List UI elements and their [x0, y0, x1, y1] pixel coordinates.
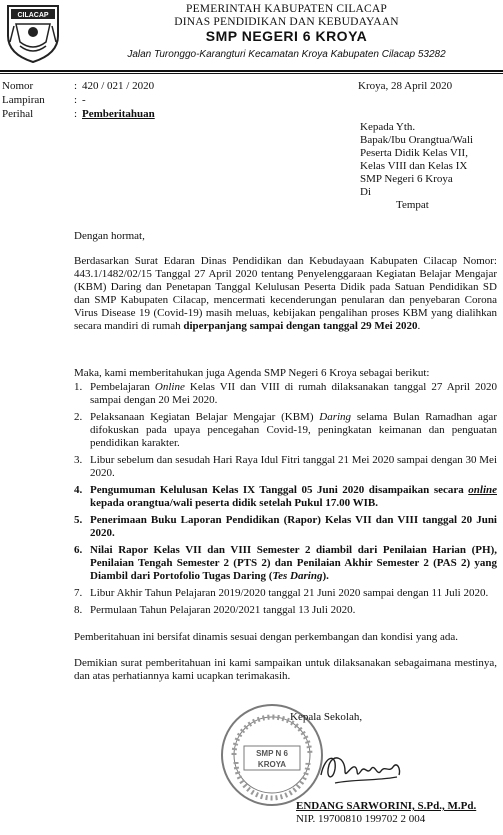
signatory-name: ENDANG SARWORINI, S.Pd., M.Pd.	[296, 800, 477, 812]
stamp-town-text: KROYA	[257, 760, 287, 769]
list-item: 5. Penerimaan Buku Laporan Pendidikan (Rapor) Kelas VII dan VIII tanggal 20 Juni 2020.	[74, 514, 497, 539]
attachment-colon: :	[74, 94, 78, 106]
handwritten-signature-icon	[315, 735, 405, 795]
list-item: 8. Permulaan Tahun Pelajaran 2020/2021 tanggal 13 Juli 2020.	[74, 604, 356, 616]
attachment-label: Lampiran	[2, 94, 45, 106]
list-item: 1. Pembelajaran Online Kelas VII dan VIII di rumah dilaksanakan tanggal 27 April 2020 sampai dengan 20 Mei 2020.	[74, 381, 497, 406]
place-date: Kroya, 28 April 2020	[358, 80, 453, 92]
number-colon: :	[74, 80, 78, 92]
cilacap-crest-icon	[2, 2, 64, 64]
recipient-line: Kepada Yth.	[360, 121, 416, 133]
list-item: 2. Pelaksanaan Kegiatan Belajar Mengajar (KBM) Daring selama Bulan Ramadhan agar difokuskan pada upaya pencegahan Covid-19, peningkatan keimanan dan penguatan pendidikan karakter.	[74, 411, 497, 449]
agenda-list	[74, 381, 497, 621]
intro-paragraph: Berdasarkan Surat Edaran Dinas Pendidikan dan Kebudayaan Kabupaten Cilacap Nomor: 443.1/1482/02/15 Tanggal 27 April 2020 tentang Penyelenggaraan Kegiatan Belajar Mengajar (KBM) Daring dan Penetapan Tanggal Kelulusan Peserta Didik pada Satuan Pendidikan SD dan SMP Kabupaten Cilacap, mencermati kecenderungan penularan dan penyebaran Corona Virus Disease 19 (Covid-19) masih meluas, kebijakan pengalihan proses KBM yang dialihkan secara mandiri di rumah diperpanjang sampai dengan tanggal 29 Mei 2020.	[74, 255, 497, 332]
letterhead-address: Jalan Turonggo-Karangturi Kecamatan Kroya Kabupaten Cilacap 53282	[127, 49, 446, 60]
stamp-school-text: SMP N 6	[256, 749, 288, 758]
subject-label: Perihal	[2, 108, 34, 120]
letterhead-government: PEMERINTAH KABUPATEN CILACAP	[185, 3, 388, 15]
list-item: 7. Libur Akhir Tahun Pelajaran 2019/2020 tanggal 21 Juni 2020 sampai dengan 11 Juli 2020.	[74, 587, 489, 599]
recipient-line: Peserta Didik Kelas VII,	[360, 147, 468, 159]
closing-paragraph: Demikian surat pemberitahuan ini kami sampaikan untuk dilaksanakan sebagaimana mestinya, dan atas perhatiannya kami ucapkan terimakasih.	[74, 657, 497, 682]
number-value: 420 / 021 / 2020	[82, 80, 155, 92]
list-item: 4. Pengumuman Kelulusan Kelas IX Tanggal 05 Juni 2020 disampaikan secara online kepada orangtua/wali peserta didik setelah Pukul 17.00 WIB.	[74, 484, 497, 509]
agenda-lead: Maka, kami memberitahukan juga Agenda SMP Negeri 6 Kroya sebagai berikut:	[74, 367, 430, 379]
attachment-value: -	[82, 94, 86, 106]
recipient-line: Di	[360, 186, 371, 198]
letterhead-divider-thick	[0, 70, 503, 72]
signatory-nip: NIP. 19700810 199702 2 004	[296, 813, 426, 825]
list-item: 6. Nilai Rapor Kelas VII dan VIII Semester 2 diambil dari Penilaian Harian (PH), Penilaian Tengah Semester 2 (PTS 2) dan Penilaian Akhir Semester 2 (PAS 2) yang Diambil dari Portofolio Tugas Daring (Tes Daring).	[74, 544, 497, 582]
list-item: 3. Libur sebelum dan sesudah Hari Raya Idul Fitri tanggal 21 Mei 2020 sampai dengan 30 Mei 2020.	[74, 454, 497, 479]
greeting: Dengan hormat,	[74, 230, 145, 242]
recipient-line: Bapak/Ibu Orangtua/Wali	[360, 134, 474, 146]
signature-title: Kepala Sekolah,	[290, 711, 363, 723]
logo-text: CILACAP	[17, 12, 49, 19]
note-paragraph: Pemberitahuan ini bersifat dinamis sesuai dengan perkembangan dan kondisi yang ada.	[74, 631, 458, 643]
recipient-line: Tempat	[396, 199, 429, 211]
recipient-line: SMP Negeri 6 Kroya	[360, 173, 453, 185]
letterhead-department: DINAS PENDIDIKAN DAN KEBUDAYAAN	[174, 16, 399, 28]
recipient-line: Kelas VIII dan Kelas IX	[360, 160, 468, 172]
letterhead-school: SMP NEGERI 6 KROYA	[205, 28, 368, 44]
subject-colon: :	[74, 108, 78, 120]
letterhead-divider-thin	[0, 73, 503, 74]
number-label: Nomor	[2, 80, 34, 92]
subject-value: Pemberitahuan	[82, 108, 155, 120]
regency-logo	[2, 2, 64, 64]
